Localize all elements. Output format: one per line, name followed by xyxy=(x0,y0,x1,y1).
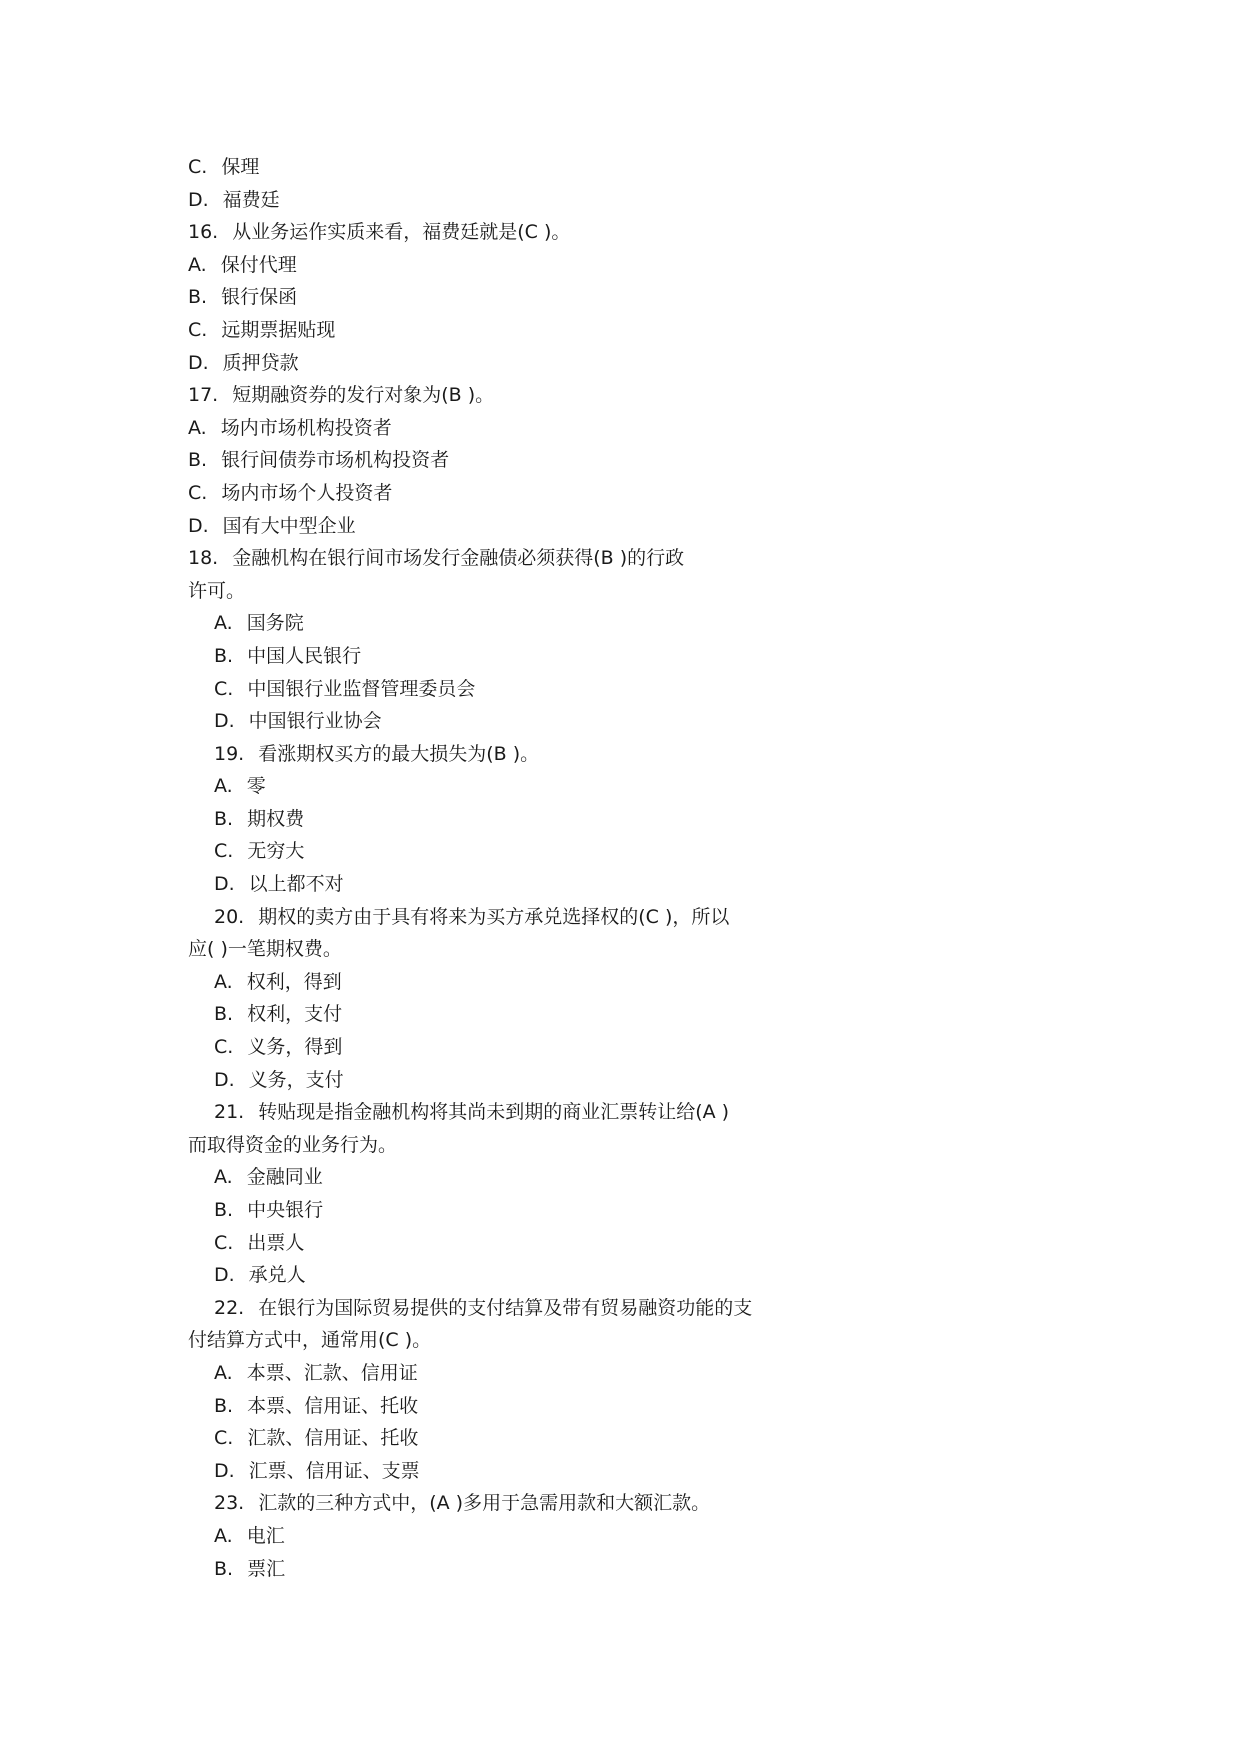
option-label: A. xyxy=(214,775,233,798)
option-text: 承兑人 xyxy=(248,1264,306,1287)
option-label: D. xyxy=(188,514,209,537)
option-line xyxy=(188,770,848,803)
option-text: 银行保函 xyxy=(221,286,298,309)
option-label: C. xyxy=(214,1036,234,1059)
option-label: C. xyxy=(188,481,208,504)
option-text: 远期票据贴现 xyxy=(221,318,336,341)
continuation-text: 而取得资金的业务行为。 xyxy=(188,1133,398,1156)
option-label: A. xyxy=(214,1166,233,1189)
option-label: A. xyxy=(214,1361,233,1384)
question-line xyxy=(188,738,848,771)
option-label: C. xyxy=(214,1427,234,1450)
option-label: B. xyxy=(214,1557,234,1580)
question-text: 在银行为国际贸易提供的支付结算及带有贸易融资功能的支 xyxy=(258,1296,753,1319)
option-line xyxy=(188,1259,848,1292)
question-line xyxy=(188,901,848,934)
option-line xyxy=(188,510,848,543)
option-label: A. xyxy=(214,1524,233,1547)
question-number: 22. xyxy=(214,1296,245,1319)
option-text: 本票、汇款、信用证 xyxy=(246,1361,418,1384)
option-label: D. xyxy=(188,351,209,374)
question-line xyxy=(188,1487,848,1520)
question-number: 20. xyxy=(214,905,245,928)
question-line xyxy=(188,1096,848,1129)
option-text: 电汇 xyxy=(246,1524,285,1547)
option-text: 权利，支付 xyxy=(247,1003,343,1026)
question-number: 21. xyxy=(214,1101,245,1124)
continuation-text: 付结算方式中，通常用(C )。 xyxy=(188,1329,432,1352)
option-line xyxy=(188,966,848,999)
option-label: B. xyxy=(214,1394,234,1417)
option-text: 无穷大 xyxy=(247,840,305,863)
option-line xyxy=(188,412,848,445)
option-text: 国有大中型企业 xyxy=(222,514,356,537)
option-line xyxy=(188,1194,848,1227)
option-line xyxy=(188,705,848,738)
option-text: 权利，得到 xyxy=(246,970,342,993)
option-line xyxy=(188,444,848,477)
question-text: 从业务运作实质来看，福费廷就是(C )。 xyxy=(232,221,571,244)
option-label: B. xyxy=(214,1003,234,1026)
question-text: 转贴现是指金融机构将其尚未到期的商业汇票转让给(A ) xyxy=(258,1101,730,1124)
option-line xyxy=(188,1520,848,1553)
option-line xyxy=(188,151,848,184)
question-number: 16. xyxy=(188,221,219,244)
question-number: 18. xyxy=(188,547,219,570)
option-text: 期权费 xyxy=(247,807,305,830)
option-label: C. xyxy=(214,1231,234,1254)
question-number: 19. xyxy=(214,742,245,765)
option-line xyxy=(188,998,848,1031)
option-line xyxy=(188,803,848,836)
option-text: 以上都不对 xyxy=(248,873,344,896)
option-line xyxy=(188,1227,848,1260)
option-text: 保付代理 xyxy=(220,253,297,276)
question-continuation xyxy=(188,933,848,966)
option-line xyxy=(188,314,848,347)
option-label: A. xyxy=(214,612,233,635)
option-text: 中央银行 xyxy=(247,1199,324,1221)
option-text: 质押贷款 xyxy=(222,351,299,374)
continuation-text: 应( )一笔期权费。 xyxy=(188,938,342,961)
option-label: B. xyxy=(214,1199,234,1221)
option-line xyxy=(188,1390,848,1423)
option-line xyxy=(188,1422,848,1455)
question-line xyxy=(188,379,848,412)
option-label: A. xyxy=(188,416,207,439)
option-label: B. xyxy=(188,449,208,472)
option-label: B. xyxy=(188,286,208,309)
option-label: A. xyxy=(188,253,207,276)
option-line xyxy=(188,184,848,217)
document-page xyxy=(188,151,848,1585)
question-line xyxy=(188,542,848,575)
option-label: C. xyxy=(214,677,234,700)
option-label: D. xyxy=(214,873,235,896)
option-text: 中国人民银行 xyxy=(247,644,362,667)
option-line xyxy=(188,607,848,640)
option-line xyxy=(188,1031,848,1064)
option-label: D. xyxy=(214,710,235,733)
option-text: 国务院 xyxy=(246,612,304,635)
option-label: B. xyxy=(214,644,234,667)
option-line xyxy=(188,347,848,380)
option-text: 零 xyxy=(246,775,266,798)
option-text: 福费廷 xyxy=(222,188,280,211)
question-text: 汇款的三种方式中，(A )多用于急需用款和大额汇款。 xyxy=(258,1492,711,1515)
option-text: 场内市场个人投资者 xyxy=(221,481,393,504)
option-text: 票汇 xyxy=(247,1557,286,1580)
option-line xyxy=(188,1161,848,1194)
option-label: D. xyxy=(214,1068,235,1091)
question-line xyxy=(188,216,848,249)
option-text: 出票人 xyxy=(247,1231,305,1254)
option-text: 汇票、信用证、支票 xyxy=(248,1459,420,1482)
option-text: 义务，支付 xyxy=(248,1068,344,1091)
option-text: 金融同业 xyxy=(246,1166,323,1189)
option-line xyxy=(188,673,848,706)
option-label: C. xyxy=(188,156,208,178)
option-text: 汇款、信用证、托收 xyxy=(247,1427,419,1450)
option-text: 银行间债券市场机构投资者 xyxy=(221,449,450,472)
question-continuation xyxy=(188,1324,848,1357)
question-text: 金融机构在银行间市场发行金融债必须获得(B )的行政 xyxy=(232,547,685,570)
option-text: 场内市场机构投资者 xyxy=(220,416,392,439)
option-line xyxy=(188,640,848,673)
option-line xyxy=(188,1455,848,1488)
option-text: 中国银行业协会 xyxy=(248,710,382,733)
question-continuation xyxy=(188,575,848,608)
option-line xyxy=(188,868,848,901)
option-line xyxy=(188,249,848,282)
question-continuation xyxy=(188,1129,848,1162)
question-text: 看涨期权买方的最大损失为(B )。 xyxy=(258,742,540,765)
option-line xyxy=(188,1553,848,1586)
option-label: B. xyxy=(214,807,234,830)
option-text: 中国银行业监督管理委员会 xyxy=(247,677,476,700)
question-number: 17. xyxy=(188,384,219,407)
option-label: A. xyxy=(214,970,233,993)
continuation-text: 许可。 xyxy=(188,579,246,602)
option-line xyxy=(188,477,848,510)
option-line xyxy=(188,835,848,868)
option-text: 保理 xyxy=(221,156,260,178)
question-line xyxy=(188,1292,848,1325)
option-label: D. xyxy=(214,1264,235,1287)
question-text: 期权的卖方由于具有将来为买方承兑选择权的(C )，所以 xyxy=(258,905,730,928)
option-label: D. xyxy=(214,1459,235,1482)
option-line xyxy=(188,281,848,314)
option-label: D. xyxy=(188,188,209,211)
question-number: 23. xyxy=(214,1492,245,1515)
option-line xyxy=(188,1357,848,1390)
option-label: C. xyxy=(214,840,234,863)
option-text: 义务，得到 xyxy=(247,1036,343,1059)
question-text: 短期融资券的发行对象为(B )。 xyxy=(232,384,495,407)
option-label: C. xyxy=(188,318,208,341)
option-line xyxy=(188,1064,848,1097)
option-text: 本票、信用证、托收 xyxy=(247,1394,419,1417)
